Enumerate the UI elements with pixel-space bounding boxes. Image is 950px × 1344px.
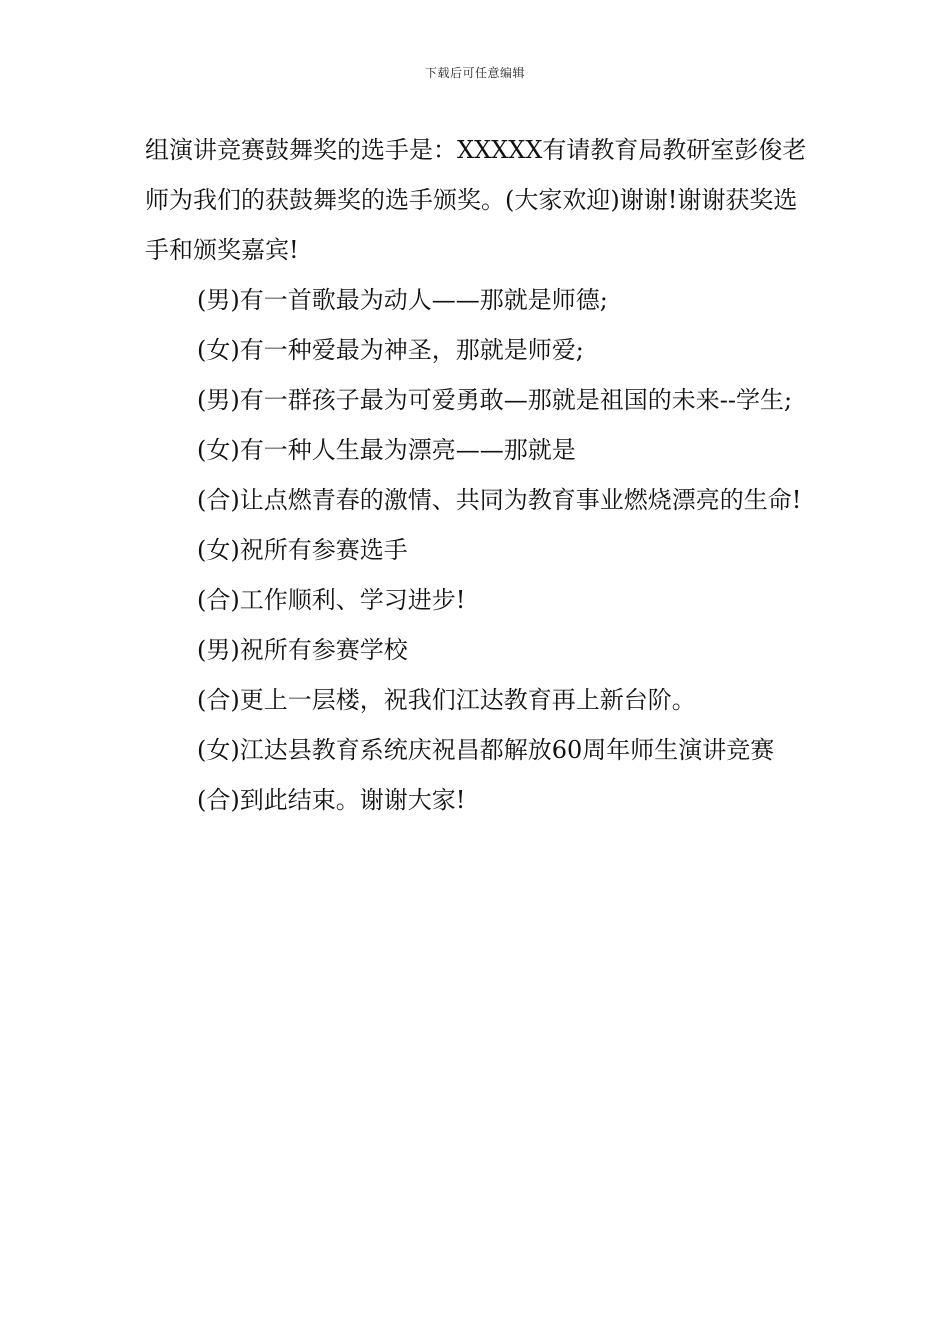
paragraph-male-line-3: (男)祝所有参赛学校 (197, 636, 408, 664)
paragraph-together-line-1: (合)让点燃青春的激情、共同为教育事业燃烧漂亮的生命! (197, 486, 802, 514)
paragraph-female-line-1: (女)有一种爱最为神圣，那就是师爱; (197, 336, 584, 364)
paragraph-female-line-2: (女)有一种人生最为漂亮——那就是 (197, 436, 576, 464)
paragraph-award-intro: 组演讲竞赛鼓舞奖的选手是：XXXXX有请教育局教研室彭俊老师为我们的获鼓舞奖的选手颁奖。(大家欢迎)谢谢!谢谢获奖选手和颁奖嘉宾! (145, 136, 807, 264)
paragraph-female-line-3: (女)祝所有参赛选手 (197, 536, 408, 564)
paragraph-male-line-2: (男)有一群孩子最为可爱勇敢—那就是祖国的未来--学生; (197, 386, 793, 414)
paragraph-male-line-1: (男)有一首歌最为动人——那就是师德; (197, 286, 608, 314)
paragraph-together-line-3: (合)更上一层楼，祝我们江达教育再上新台阶。 (197, 686, 696, 714)
paragraph-female-line-4: (女)江达县教育系统庆祝昌都解放60周年师生演讲竞赛 (197, 736, 775, 764)
document-body (145, 125, 810, 825)
page-header: 下载后可任意编辑 (424, 66, 525, 80)
paragraph-together-closing: (合)到此结束。谢谢大家! (197, 786, 466, 814)
paragraph-together-line-2: (合)工作顺利、学习进步! (197, 586, 466, 614)
